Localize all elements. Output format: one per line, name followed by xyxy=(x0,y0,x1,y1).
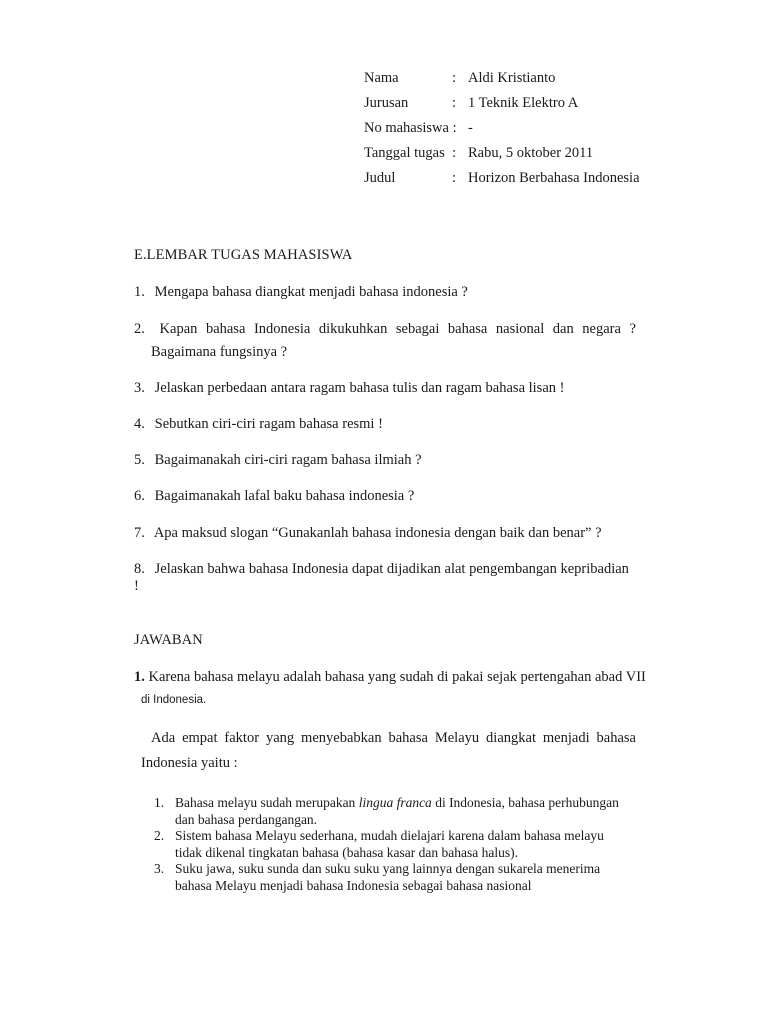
question-4 xyxy=(134,416,636,433)
question-number: 8. xyxy=(134,561,145,577)
word: bahasa xyxy=(596,730,636,746)
student-info xyxy=(364,70,640,195)
answers-title: JAWABAN xyxy=(134,632,203,648)
word: dikukuhkan xyxy=(318,321,388,337)
italic-term: lingua franca xyxy=(358,795,432,810)
question-text: Jelaskan perbedaan antara ragam bahasa tulis dan ragam bahasa lisan ! xyxy=(154,380,565,396)
text-run: Sistem bahasa Melayu sederhana, mudah dielajari karena dalam bahasa melayu tidak dikenal tingkatan bahasa (bahasa kasar dan bahasa halus). xyxy=(175,828,604,860)
word: sebagai xyxy=(395,321,440,337)
question-3 xyxy=(134,380,636,397)
answer-1 xyxy=(134,669,646,686)
info-label: Judul xyxy=(364,170,396,186)
text-run: di Indonesia, bahasa perhubungan dan bahasa perdangangan. xyxy=(175,795,619,827)
info-label: Tanggal tugas xyxy=(364,145,445,161)
info-value: Horizon Berbahasa Indonesia xyxy=(468,170,640,186)
info-value: 1 Teknik Elektro A xyxy=(468,95,579,111)
section-title: E.LEMBAR TUGAS MAHASISWA xyxy=(134,247,353,263)
answer-text: Karena bahasa melayu adalah bahasa yang sudah di pakai sejak pertengahan abad VII xyxy=(144,669,646,685)
answer-paragraph-continued: Indonesia yaitu : xyxy=(141,755,238,771)
question-1 xyxy=(134,284,636,301)
question-text: Apa maksud slogan “Gunakanlah bahasa indonesia dengan baik dan benar” ? xyxy=(153,525,602,541)
question-2 xyxy=(134,321,636,338)
info-colon: : xyxy=(452,170,457,186)
info-label: Nama xyxy=(364,70,399,86)
word: bahasa xyxy=(205,321,246,337)
word: Ada xyxy=(151,730,176,746)
word: empat xyxy=(182,730,218,746)
question-text: Jelaskan bahwa bahasa Indonesia dapat dijadikan alat pengembangan kepribadian ! xyxy=(134,561,629,594)
list-item-number: 1. xyxy=(154,795,165,810)
info-value: - xyxy=(468,120,473,136)
list-item xyxy=(154,861,634,894)
text-run: Suku jawa, suku sunda dan suku suku yang lainnya dengan sukarela menerima bahasa Melayu menjadi bahasa Indonesia sebagai bahasa nasional xyxy=(175,861,601,893)
info-row-judul xyxy=(364,170,640,195)
word: menjadi xyxy=(542,730,590,746)
question-5 xyxy=(134,452,636,469)
info-row-nama xyxy=(364,70,640,95)
question-number: 2. xyxy=(134,321,145,337)
list-item-number: 2. xyxy=(154,828,165,843)
word: bahasa xyxy=(447,321,488,337)
info-colon: : xyxy=(452,145,457,161)
question-number: 1. xyxy=(134,284,145,300)
word: Melayu xyxy=(434,730,480,746)
factor-list xyxy=(154,795,634,894)
question-7 xyxy=(134,525,636,542)
word: menyebabkan xyxy=(301,730,382,746)
info-value: Rabu, 5 oktober 2011 xyxy=(468,145,594,161)
word: negara xyxy=(582,321,621,337)
word: bahasa xyxy=(388,730,428,746)
question-2-continued: Bagaimana fungsinya ? xyxy=(151,344,288,360)
word: Indonesia xyxy=(253,321,311,337)
question-text: Bagaimanakah ciri-ciri ragam bahasa ilmiah ? xyxy=(154,452,422,468)
question-text: Bagaimanakah lafal baku bahasa indonesia ? xyxy=(154,488,415,504)
info-value: Aldi Kristianto xyxy=(468,70,556,86)
list-item xyxy=(154,828,634,861)
word: dan xyxy=(552,321,574,337)
info-colon: : xyxy=(452,70,457,86)
question-8 xyxy=(134,561,636,595)
question-text: Mengapa bahasa diangkat menjadi bahasa indonesia ? xyxy=(154,284,468,300)
info-row-tanggal xyxy=(364,145,640,170)
list-item-number: 3. xyxy=(154,861,165,876)
text-run: Bahasa melayu sudah merupakan xyxy=(175,795,359,810)
question-number: 4. xyxy=(134,416,145,432)
answer-paragraph xyxy=(151,730,636,747)
word: diangkat xyxy=(486,730,536,746)
question-6 xyxy=(134,488,636,505)
question-number: 3. xyxy=(134,380,145,396)
info-row-jurusan xyxy=(364,95,640,120)
list-item-text xyxy=(175,861,634,894)
word: ? xyxy=(629,321,636,337)
word: yang xyxy=(265,730,295,746)
word: nasional xyxy=(495,321,545,337)
info-row-no-mahasiswa xyxy=(364,120,640,145)
question-text: Sebutkan ciri-ciri ragam bahasa resmi ! xyxy=(154,416,383,432)
answer-number: 1. xyxy=(134,669,145,685)
list-item-text xyxy=(175,795,634,828)
question-number: 6. xyxy=(134,488,145,504)
list-item-text xyxy=(175,828,634,861)
question-number: 5. xyxy=(134,452,145,468)
info-label: Jurusan xyxy=(364,95,409,111)
info-colon: : xyxy=(452,95,457,111)
word: faktor xyxy=(224,730,260,746)
word: Kapan xyxy=(159,321,198,337)
question-number: 7. xyxy=(134,525,145,541)
info-label: No mahasiswa : xyxy=(364,120,457,136)
answer-1-continued: di Indonesia. xyxy=(141,694,207,706)
list-item xyxy=(154,795,634,828)
